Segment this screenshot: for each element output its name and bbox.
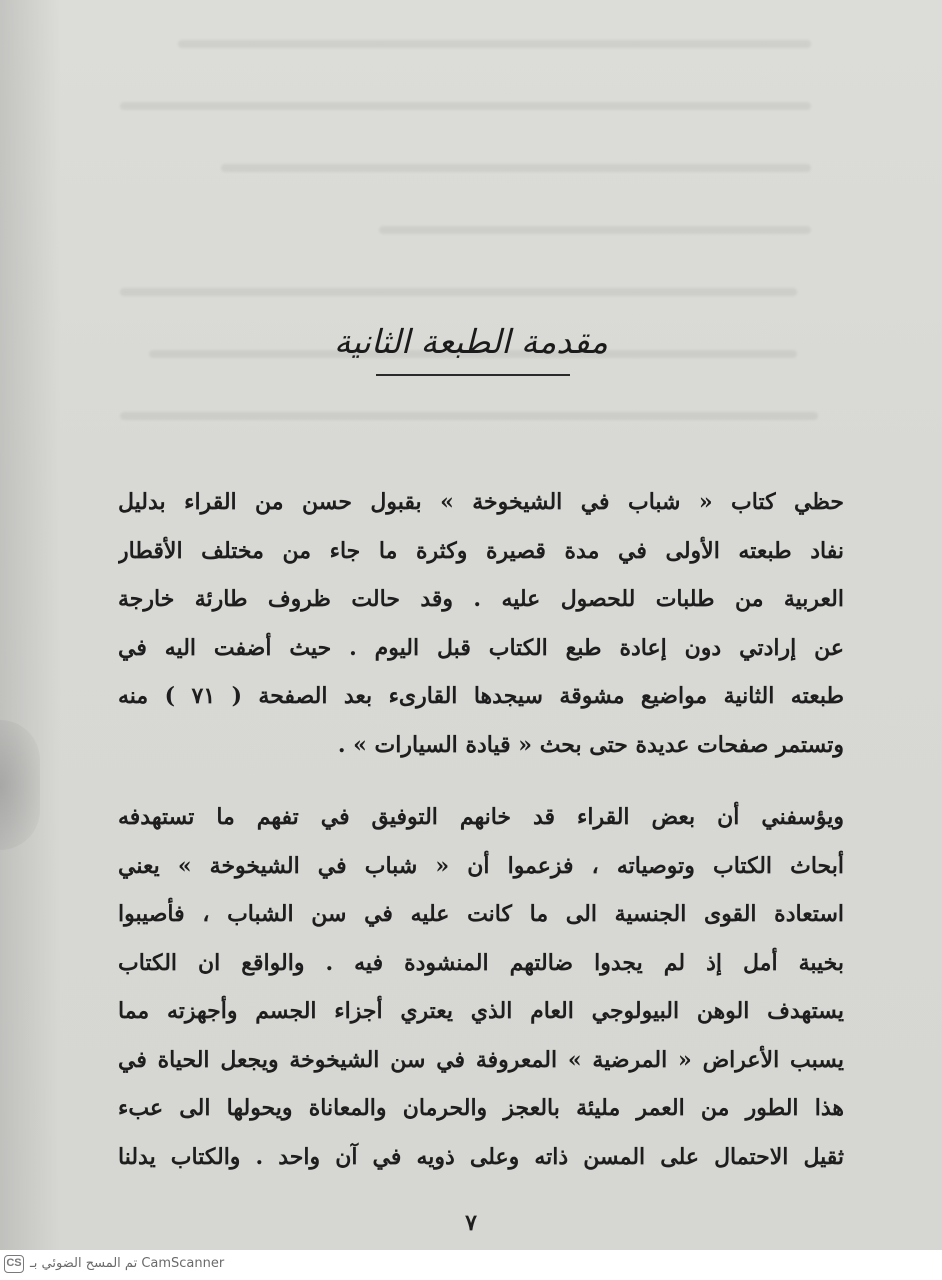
camscanner-logo-icon: CS	[4, 1255, 24, 1273]
text-line: أبحاث الكتاب وتوصياته ، فزعموا أن « شباب في الشيخوخة » يعني	[118, 852, 844, 879]
paragraph-1	[118, 478, 844, 769]
paragraph-2	[118, 793, 844, 1181]
text-line: عن إرادتي دون إعادة طبع الكتاب قبل اليوم . حيث أضفت اليه في	[118, 634, 844, 661]
text-line: وتستمر صفحات عديدة حتى بحث « قيادة السيارات » .	[337, 731, 844, 758]
camscanner-watermark: تم المسح الضوئي بـ CamScanner	[30, 1256, 225, 1271]
text-line: هذا الطور من العمر مليئة بالعجز والحرمان والمعاناة ويحولها الى عبء	[118, 1095, 844, 1121]
heading-underline	[376, 374, 570, 376]
text-line: ثقيل الاحتمال على المسن ذاته وعلى ذويه في آن واحد . والكتاب يدلنا	[118, 1143, 844, 1170]
text-line: يستهدف الوهن البيولوجي العام الذي يعتري أجزاء الجسم وأجهزته مما	[118, 998, 844, 1024]
page-number: ٧	[465, 1210, 477, 1236]
bleed-through-text	[120, 40, 840, 460]
text-line: العربية من طلبات للحصول عليه . وقد حالت ظروف طارئة خارجة	[118, 586, 844, 612]
text-line: طبعته الثانية مواضيع مشوقة سيجدها القارىء بعد الصفحة ( ٧١ ) منه	[118, 683, 844, 709]
text-line: نفاد طبعته الأولى في مدة قصيرة وكثرة ما جاء من مختلف الأقطار	[118, 537, 844, 564]
page-heading: مقدمة الطبعة الثانية	[334, 322, 608, 361]
text-line: حظي كتاب « شباب في الشيخوخة » بقبول حسن من القراء بدليل	[118, 489, 844, 515]
text-line: يسبب الأعراض « المرضية » المعروفة في سن الشيخوخة ويجعل الحياة في	[118, 1046, 844, 1073]
body-text	[118, 478, 844, 1181]
scanner-footer	[0, 1250, 942, 1280]
text-line: ويؤسفني أن بعض القراء قد خانهم التوفيق في تفهم ما تستهدفه	[118, 804, 844, 830]
text-line: بخيبة أمل إذ لم يجدوا ضالتهم المنشودة فيه . والواقع ان الكتاب	[118, 949, 844, 976]
text-line: استعادة القوى الجنسية الى ما كانت عليه في سن الشباب ، فأصيبوا	[118, 901, 844, 927]
